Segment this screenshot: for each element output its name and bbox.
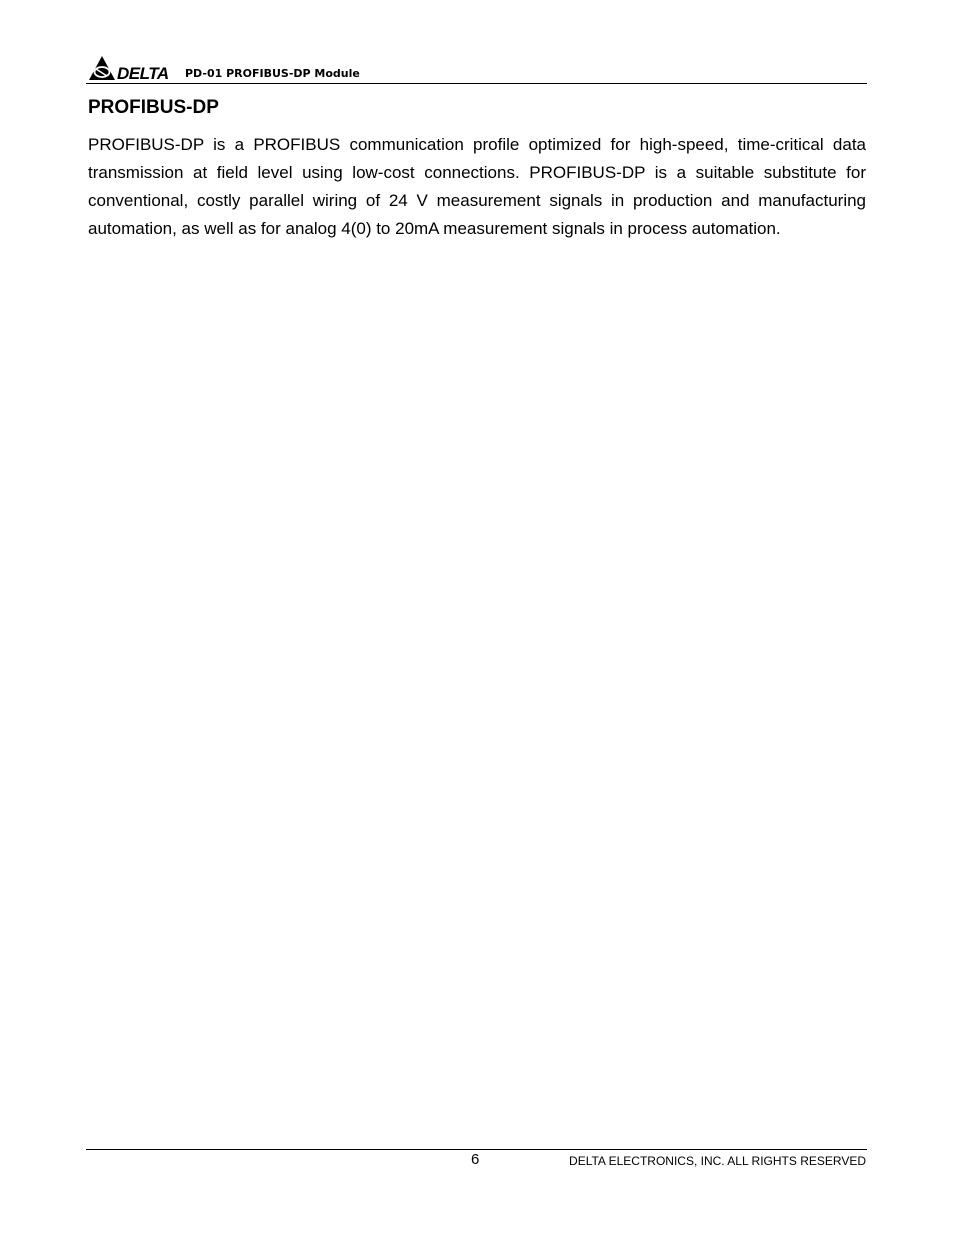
copyright-notice: DELTA ELECTRONICS, INC. ALL RIGHTS RESERVED bbox=[569, 1154, 866, 1168]
delta-logo bbox=[88, 54, 174, 81]
section-body: PROFIBUS-DP is a PROFIBUS communication profile optimized for high-speed, time-critical data transmission at field level using low-cost connections. PROFIBUS-DP is a suitable substitute for conventional, costly parallel wiring of 24 V measurement signals in production and manufacturing automation, as well as for analog 4(0) to 20mA measurement signals in process automation. bbox=[88, 135, 866, 238]
document-title: PD-01 PROFIBUS-DP Module bbox=[185, 67, 360, 80]
footer-divider bbox=[86, 1149, 867, 1150]
page-header bbox=[86, 52, 867, 84]
page-number: 6 bbox=[471, 1151, 480, 1168]
svg-text:DELTA: DELTA bbox=[117, 64, 169, 81]
section-heading: PROFIBUS-DP bbox=[88, 97, 219, 118]
